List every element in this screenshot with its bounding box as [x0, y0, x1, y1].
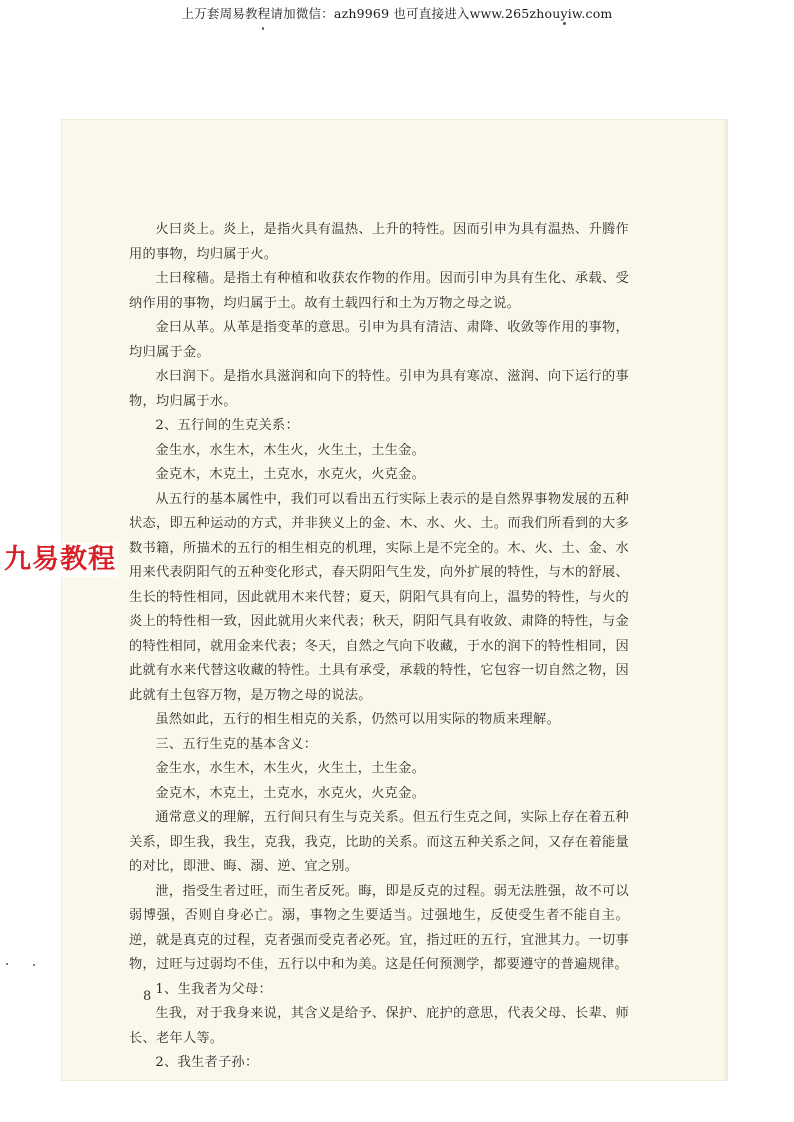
scan-speck	[262, 27, 264, 30]
page-number: 8	[143, 989, 152, 1004]
paragraph-water: 水曰润下。是指水具滋润和向下的特性。引申为具有寒凉、滋润、向下运行的事物，均归属于水。	[129, 369, 629, 409]
paragraph-nevertheless: 虽然如此，五行的相生相克的关系，仍然可以用实际的物质来理解。	[155, 712, 561, 727]
subheading-parents: 1、生我者为父母：	[155, 981, 272, 997]
ke-cycle-line-2: 金克木，木克土，土克水，水克火，火克金。	[155, 785, 426, 801]
paragraph-five-relations: 通常意义的理解，五行间只有生与克关系。但五行生克之间，实际上存在着五种关系，即生我，我生，克我，我克，比助的关系。而这五种关系之间，又存在着能量的对比，即泄、晦、溺、逆、宜之别。	[129, 810, 629, 874]
header-banner: 上万套周易教程请加微信：azh9969 也可直接进入www.265zhouyiw.com	[181, 6, 613, 21]
watermark-logo: 九易教程	[4, 544, 116, 575]
paragraph-parents: 生我，对于我身来说，其含义是给予、保护、庇护的意思，代表父母、长辈、师长、老年人等。	[129, 1006, 629, 1046]
body-text	[129, 218, 629, 1076]
scanned-page	[62, 120, 727, 1080]
scan-speck	[563, 22, 566, 25]
paragraph-xie-hui-ni-ni-yi: 泄，指受生者过旺，而生者反死。晦，即是反克的过程。弱无法胜强，故不可以弱博强，否则自身必亡。溺，事物之生要适当。过强地生，反使受生者不能自主。逆，就是真克的过程，克者强而受克者必死。宜，指过旺的五行，宜泄其力。一切事物，过旺与过弱均不佳，五行以中和为美。这是任何预测学，都要遵守的普遍规律。	[129, 883, 629, 972]
section-heading-sheng-ke: 2、五行间的生克关系：	[155, 418, 299, 433]
sheng-cycle-line-2: 金生水，水生木，木生火，火生土，土生金。	[155, 761, 426, 776]
ke-cycle-line: 金克木，木克土，土克水，水克火，火克金。	[155, 467, 426, 482]
scan-speck	[33, 964, 35, 966]
section-heading-basic-meaning: 三、五行生克的基本含义：	[155, 736, 318, 752]
paragraph-basic-attributes: 从五行的基本属性中，我们可以看出五行实际上表示的是自然界事物发展的五种状态，即五种运动的方式，并非狭义上的金、木、水、火、土。而我们所看到的大多数书籍，所描术的五行的相生相克的机理，实际上是不完全的。木、火、土、金、水用来代表阴阳气的五种变化形式，春天阴阳气生发，向外扩展的特性，与木的舒展、生长的特性相同，因此就用木来代替；夏天，阴阳气具有向上，温势的特性，与火的炎上的特性相一致，因此就用火来代表；秋天，阴阳气具有收敛、肃降的特性，与金的特性相同，就用金来代表；冬天，自然之气向下收藏，于水的润下的特性相同，因此就有水来代替这收藏的特性。土具有承受，承载的特性，它包容一切自然之物，因此就有土包容万物，是万物之母的说法。	[129, 491, 629, 703]
paragraph-earth: 土曰稼穑。是指土有种植和收获农作物的作用。因而引申为具有生化、承载、受纳作用的事物，均归属于土。故有土载四行和土为万物之母之说。	[129, 271, 629, 311]
sheng-cycle-line: 金生水，水生木，木生火，火生土，土生金。	[155, 442, 426, 458]
subheading-children: 2、我生者子孙：	[155, 1055, 259, 1070]
paragraph-fire: 火曰炎上。炎上，是指火具有温热、上升的特性。因而引申为具有温热、升腾作用的事物，均归属于火。	[129, 222, 629, 262]
paragraph-metal: 金曰从革。从革是指变革的意思。引申为具有清洁、肃降、收敛等作用的事物，均归属于金。	[129, 320, 629, 360]
scan-speck	[6, 963, 8, 965]
